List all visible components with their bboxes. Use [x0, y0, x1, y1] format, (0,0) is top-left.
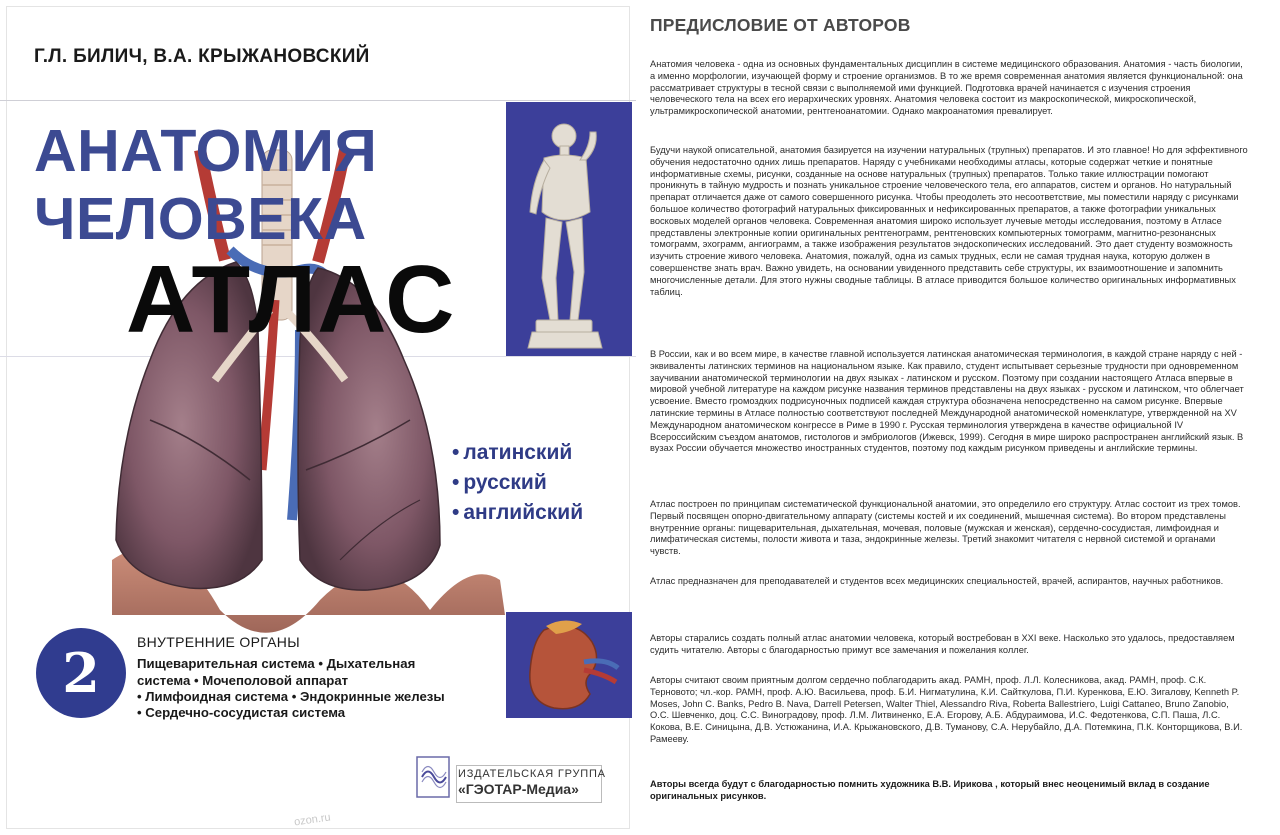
statue-image-panel: [506, 102, 632, 356]
preface-paragraph: Авторы старались создать полный атлас анатомии человека, который востребован в XXI веке. Насколько это удалось, предоставляем судить читателю. Авторы с благодарностью примут все замечания и пожелания коллег.: [650, 633, 1235, 655]
preface-title: ПРЕДИСЛОВИЕ ОТ АВТОРОВ: [650, 15, 911, 35]
kidney-icon: [506, 612, 632, 718]
systems-line: Пищеварительная система • Дыхательная: [137, 656, 416, 671]
preface-paragraph: Атлас предназначен для преподавателей и студентов всех медицинских специальностей, врачей, аспирантов, научных работников.: [650, 576, 1224, 586]
publisher-logo-icon: [416, 756, 450, 798]
statue-icon: [506, 102, 632, 356]
language-russian: [452, 472, 547, 493]
language-label: латинский: [463, 441, 573, 464]
language-label: русский: [463, 471, 547, 494]
preface-paragraph: Авторы считают своим приятным долгом сердечно поблагодарить акад. РАМН, проф. Л.Л. Колесникова, акад. РАМН, проф. С.К. Терновото; чл.-кор. РАМН, проф. А.Ю. Васильева, проф. Б.И. Нигматулина, К.И. Сайткулова, П.И. Куренкова, Е.Ю. Зигалову, Kenneth P. Moses, John C. Banks, Pedro B. Nava, Darrell Petersen, Walter Thiel, Alessandro Riva, Roberta Ballestriero, Luigi Cattaneo, Bruno Zanobio, О.С. Шевченко, доц. С.С. Виноградову, проф. Л.М. Литвиненко, Е.А. Егорову, А.Б. Абдураимова, И.С. Федотенкова, С.П. Паша, Л.С. Кокова, В.Е. Синицына, Д.В. Устюжанина, И.А. Крыжановского, Д.В. Туманову, С.А. Нерубайло, Д.А. Потемкина, П.К. Конторщикова, В.И. Рамееву.: [650, 675, 1243, 744]
cover-authors: Г.Л. БИЛИЧ, В.А. КРЫЖАНОВСКИЙ: [34, 46, 370, 67]
preface-paragraph: В России, как и во всем мире, в качестве главной используется латинская анатомическая терминология, в каждой стране наряду с ней - эквиваленты латинских терминов на национальном языке. Как правило, студент испытывает серьезные трудности при одновременном заучивании анатомической терминологии на двух языках - латинском и русском. Поэтому при создании настоящего Атласа впервые в мировой учебной литературе на каждом рисунке названия терминов представлены на двух языках - русском и латинском, что облегчает усвоение. Вместо громоздких подрисуночных подписей каждая структура обозначена непосредственно на самом рисунке. Впервые латинские термины в Атласе полностью соответствуют последней Международной анатомической номенклатуре, утвержденной на XV Международном анатомическом конгрессе в Риме в 1990 г. Русская терминология утверждена в качестве официальной IV Всероссийским съездом анатомов, гистологов и эмбриологов (Ижевск, 1999). Сегодня в мире широко распространен английский язык. В вузах России обучается множество иностранных студентов, поэтому под каждым рисунком приведены и английские термины.: [650, 349, 1244, 454]
watermark: ozon.ru: [293, 811, 332, 829]
cover-title-human: ЧЕЛОВЕКА: [34, 186, 367, 252]
bullet: •: [452, 471, 460, 494]
volume-title: ВНУТРЕННИЕ ОРГАНЫ: [137, 634, 300, 650]
cover-title-anatomy: АНАТОМИЯ: [34, 118, 378, 184]
systems-line: система • Мочеполовой аппарат: [137, 673, 349, 688]
kidney-image-panel: [506, 612, 632, 718]
systems-line: • Лимфоидная система • Эндокринные железы: [137, 689, 445, 704]
cover-title-atlas: АТЛАС: [126, 246, 456, 353]
language-latin: [452, 442, 572, 463]
preface-paragraph: Анатомия человека - одна из основных фундаментальных дисциплин в системе медицинского образования. Анатомия - часть биологии, а именно морфологии, изучающей форму и строение организмов. В то же время современная анатомия является функциональной: она рассматривает структуры в тесной связи с выполняемой ими функцией. Подготовка врачей начинается с изучения строения человеческого тела на всех его иерархических уровнях. Анатомия человека состоит из макроскопической, микроскопической, ультрамикроскопической анатомии, рентгеноанатомии. Однако макроанатомия превалирует.: [650, 59, 1243, 117]
volume-number: 2: [62, 641, 100, 705]
systems-line: • Сердечно-сосудистая система: [137, 705, 346, 720]
preface-page: [636, 0, 1280, 835]
preface-paragraph-bold: Авторы всегда будут с благодарностью помнить художника В.В. Ирикова , который внес неоценимый вклад в создание оригинальных рисунков.: [650, 779, 1210, 801]
bullet: •: [452, 441, 460, 464]
publisher-name: «ГЭОТАР-Медиа»: [458, 781, 579, 797]
publisher-group: ИЗДАТЕЛЬСКАЯ ГРУППА: [458, 768, 606, 780]
book-cover: [0, 0, 636, 835]
bullet: •: [452, 501, 460, 524]
language-english: [452, 502, 583, 523]
preface-paragraph: Атлас построен по принципам систематической функциональной анатомии, это определило его структуру. Атлас состоит из трех томов. Первый посвящен опорно-двигательному аппарату (системы костей и их соединений, мышечная система). Во втором представлены внутренние органы: пищеварительная, дыхательная, мочевая, половые (мужская и женская), сердечно-сосудистая, лимфоидная и лимфатическая системы, полости живота и таза, эндокринные железы. Третий знакомит читателя с нервной системой и органами чувств.: [650, 499, 1241, 557]
preface-paragraph: Будучи наукой описательной, анатомия базируется на изучении натуральных (трупных) препаратов. И это главное! Но для эффективного обучения недостаточно одних лишь препаратов. Наряду с учебниками необходимы атласы, которые содержат четкие и понятные информативные схемы, рисунки, созданные на основе натуральных (трупных) препаратов. Только такие иллюстрации помогают проникнуть в тайную мудрость и познать уникальное строение человеческого тела, его аппаратов, систем и органов. Но натуральный препарат отличается даже от самого совершенного рисунка. Чтобы преодолеть это несоответствие, мы поместили наряду с рисунками большое количество фотографий натуральных фиксированных и нефиксированных препаратов, а также фотографии уникальных восковых моделей органов человека. Современная анатомия широко использует лучевые методы исследования, поэтому в Атласе представлены электронные копии оригинальных рентгенограмм, рентгеновских компьютерных томограмм, магнитно-резонансных томограмм, эхограмм, ангиограмм, а также изображения результатов эндоскопических исследований. Это дает студенту возможность изучить строение живого человека. Анатомия, пожалуй, одна из самых трудных, если не самая трудная наука, которую должен в совершенстве знать врач. Важно увидеть, на основании увиденного представить себе структуры, их взаимоотношение и запомнить многочисленные детали. Для этого нужны сводные таблицы. В атласе приводится большое количество оригинальных информативных таблиц.: [650, 145, 1248, 297]
language-label: английский: [463, 501, 584, 524]
